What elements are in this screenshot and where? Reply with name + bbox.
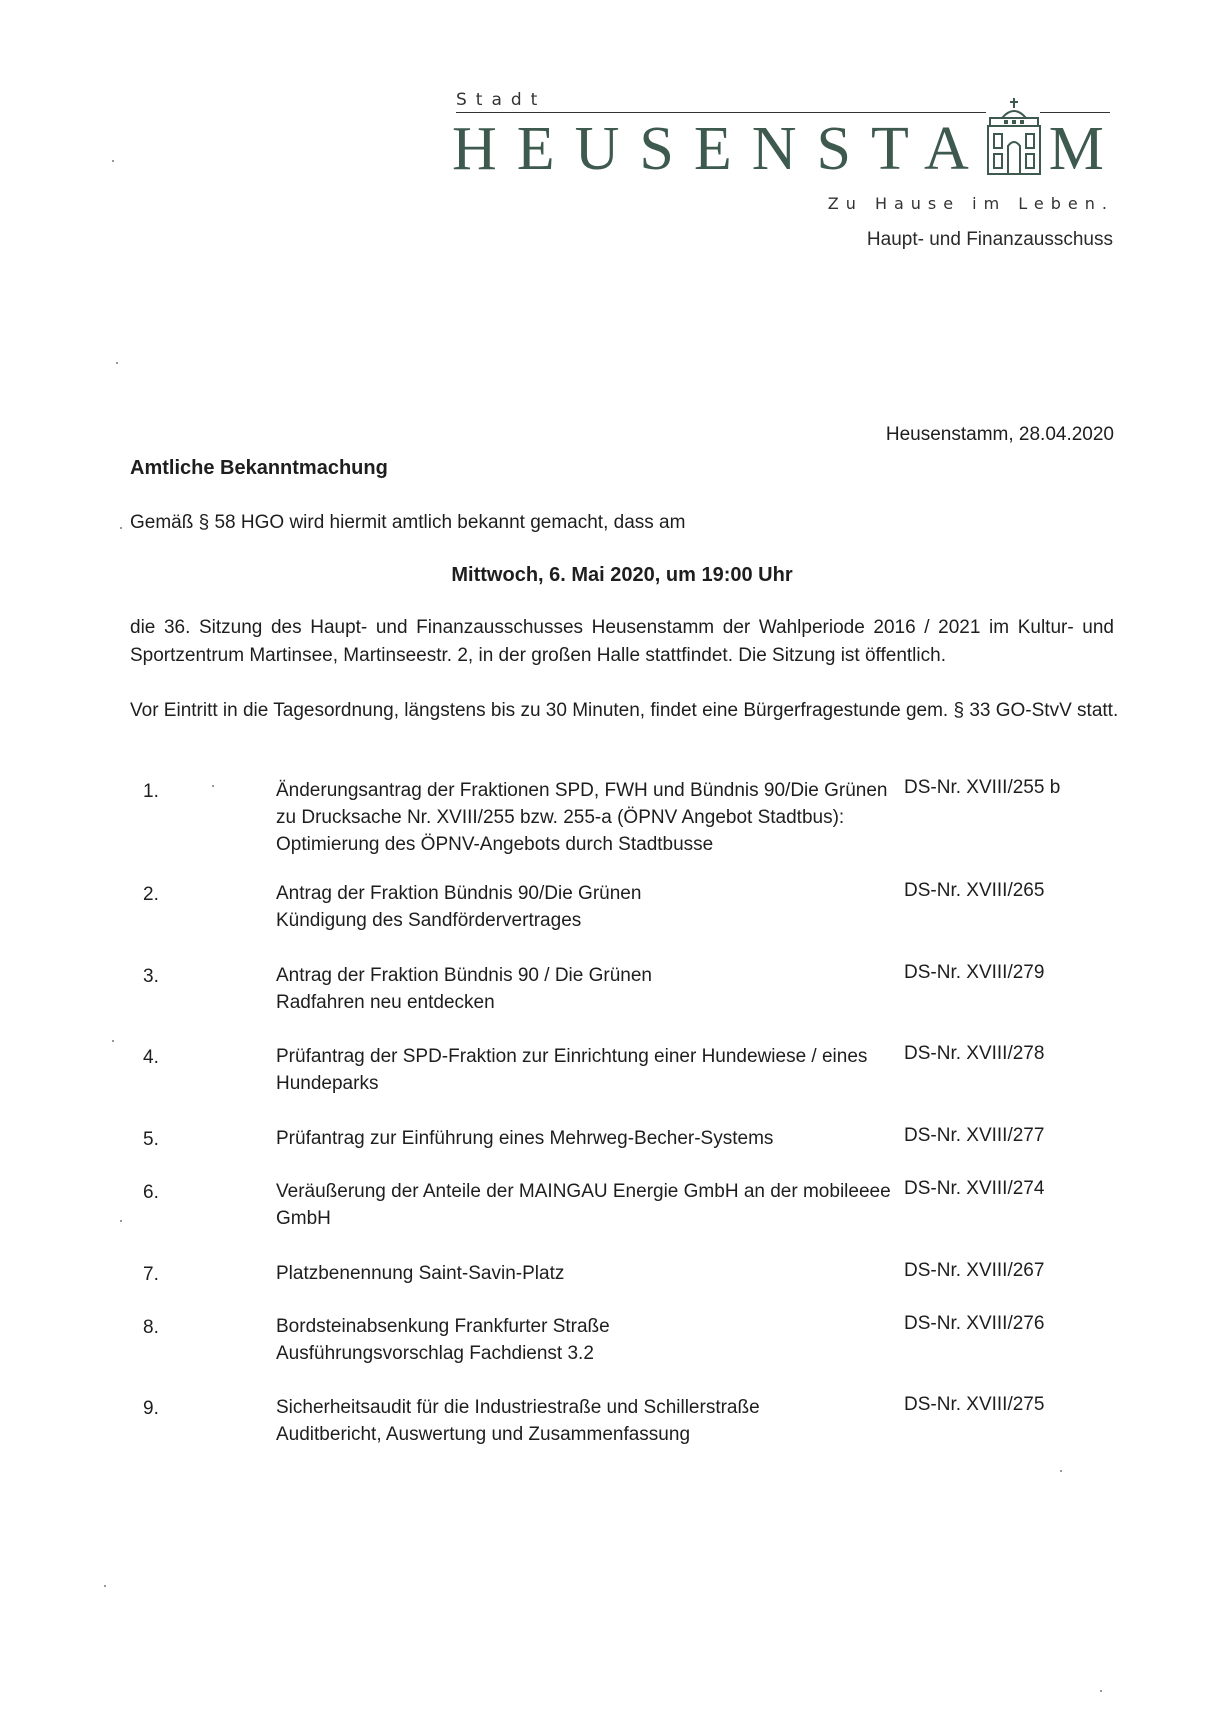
document-heading: Amtliche Bekanntmachung [130, 457, 388, 479]
agenda-item-document-number: DS-Nr. XVIII/279 [904, 962, 1045, 983]
agenda-item-title [276, 1043, 876, 1097]
agenda-item-title-line: Änderungsantrag der Fraktionen SPD, FWH und Bündnis 90/Die Grünen [276, 780, 888, 801]
agenda-item-number: 1. [143, 781, 159, 802]
scan-speck [112, 160, 114, 162]
agenda-item-title-line: Hundeparks [276, 1073, 379, 1094]
agenda-item-number: 5. [143, 1129, 159, 1150]
agenda-item-title-line: Antrag der Fraktion Bündnis 90/Die Grünen [276, 883, 642, 904]
agenda-item-title-line: Prüfantrag zur Einführung eines Mehrweg-Becher-Systems [276, 1128, 774, 1149]
agenda-item-title-line: Bordsteinabsenkung Frankfurter Straße [276, 1316, 610, 1337]
agenda-item-title-line: Prüfantrag der SPD-Fraktion zur Einrichtung einer Hundewiese / eines [276, 1046, 868, 1067]
agenda-item-document-number: DS-Nr. XVIII/255 b [904, 777, 1061, 798]
meeting-datetime: Mittwoch, 6. Mai 2020, um 19:00 Uhr [451, 564, 793, 586]
agenda-item-number: 4. [143, 1047, 159, 1068]
letterhead-slogan: Zu Hause im Leben. [827, 194, 1114, 213]
agenda-item-document-number: DS-Nr. XVIII/274 [904, 1178, 1045, 1199]
agenda-item-number: 6. [143, 1182, 159, 1203]
agenda-item-title-line: Ausführungsvorschlag Fachdienst 3.2 [276, 1343, 594, 1364]
scan-speck [120, 1220, 122, 1222]
intro-sentence: Gemäß § 58 HGO wird hiermit amtlich bekannt gemacht, dass am [130, 512, 686, 533]
agenda-item-title-line: Platzbenennung Saint-Savin-Platz [276, 1263, 565, 1284]
agenda-item-title-line: Sicherheitsaudit für die Industriestraße und Schillerstraße [276, 1397, 760, 1418]
scan-speck [1100, 1690, 1102, 1692]
agenda-item-number: 7. [143, 1264, 159, 1285]
agenda-item-title-line: Antrag der Fraktion Bündnis 90 / Die Grünen [276, 965, 652, 986]
letterhead-stadt: Stadt [456, 90, 547, 110]
scan-speck [116, 362, 118, 364]
agenda-item-title-line: zu Drucksache Nr. XVIII/255 bzw. 255-a (ÖPNV Angebot Stadtbus): [276, 807, 845, 828]
scan-speck [1060, 1470, 1062, 1472]
agenda-item-document-number: DS-Nr. XVIII/267 [904, 1260, 1045, 1281]
agenda-item-title-line: Kündigung des Sandfördervertrages [276, 910, 582, 931]
agenda-item-document-number: DS-Nr. XVIII/276 [904, 1313, 1045, 1334]
agenda-item-title [276, 880, 876, 934]
meeting-details-paragraph: die 36. Sitzung des Haupt- und Finanzausschusses Heusenstamm der Wahlperiode 2016 / 2021 im Kultur- und Sportzentrum Martinsee, Martinseestr. 2, in der großen Halle stattfindet. Die Sitzung ist öffentlich. [130, 617, 1114, 666]
agenda-item-number: 3. [143, 966, 159, 987]
agenda-item-title-line: Veräußerung der Anteile der MAINGAU Energie GmbH an der mobileeee [276, 1181, 891, 1202]
agenda-item-title-line: Radfahren neu entdecken [276, 992, 495, 1013]
agenda-item-title [276, 777, 888, 858]
citizens-question-time-paragraph: Vor Eintritt in die Tagesordnung, längstens bis zu 30 Minuten, findet eine Bürgerfragestunde gem. § 33 GO-StvV statt. [130, 700, 1119, 721]
agenda-item-title-line: Auditbericht, Auswertung und Zusammenfassung [276, 1424, 691, 1445]
agenda-item-title [276, 1313, 876, 1367]
agenda-item-document-number: DS-Nr. XVIII/278 [904, 1043, 1045, 1064]
scan-speck [120, 527, 122, 529]
agenda-item-number: 9. [143, 1398, 159, 1419]
letterhead-committee: Haupt- und Finanzausschuss [866, 229, 1113, 250]
scan-speck [104, 1585, 106, 1587]
agenda-item-document-number: DS-Nr. XVIII/265 [904, 880, 1045, 901]
agenda-item-title-line: Optimierung des ÖPNV-Angebots durch Stadtbusse [276, 834, 714, 855]
agenda-item-title [276, 1260, 876, 1287]
agenda-item-number: 8. [143, 1317, 159, 1338]
agenda-item-title [276, 1178, 891, 1232]
city-name-part1: HEUSENSTA [452, 115, 989, 183]
agenda-item-title [276, 962, 876, 1016]
place-date: Heusenstamm, 28.04.2020 [885, 424, 1114, 445]
scan-speck [212, 785, 214, 787]
agenda-item-number: 2. [143, 884, 159, 905]
agenda-item-title-line: GmbH [276, 1208, 331, 1229]
agenda-item-document-number: DS-Nr. XVIII/275 [904, 1394, 1045, 1415]
city-name-part2: M [1048, 115, 1124, 183]
agenda-item-title [276, 1394, 876, 1448]
agenda-item-title [276, 1125, 876, 1152]
agenda-item-document-number: DS-Nr. XVIII/277 [904, 1125, 1045, 1146]
scan-speck [112, 1040, 114, 1042]
